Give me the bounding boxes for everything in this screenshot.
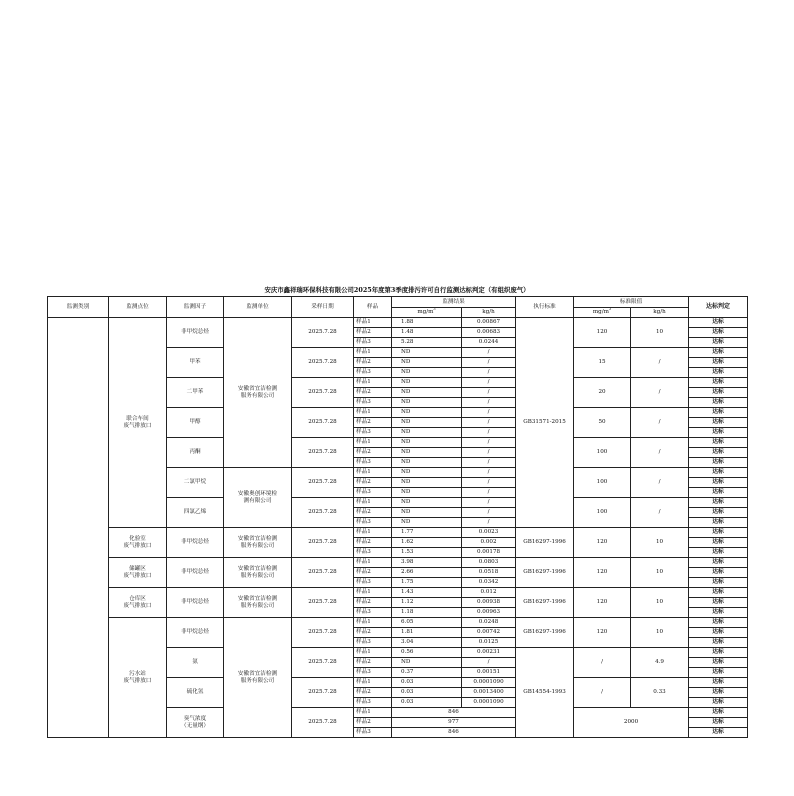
result-conc-cell: 0.03 [392, 688, 462, 698]
verdict-cell: 达标 [689, 398, 748, 408]
verdict-cell: 达标 [689, 408, 748, 418]
header-unit: 监测单位 [224, 297, 292, 318]
table-body [48, 318, 748, 738]
limit-rate-cell: 10 [631, 528, 689, 558]
sample-cell: 样品1 [354, 438, 392, 448]
verdict-cell: 达标 [689, 718, 748, 728]
sample-cell: 样品2 [354, 628, 392, 638]
verdict-cell: 达标 [689, 728, 748, 738]
result-rate-cell: 0.00938 [462, 598, 516, 608]
limit-conc-cell: 20 [574, 378, 631, 408]
result-rate-cell: / [462, 438, 516, 448]
result-rate-cell: / [462, 418, 516, 428]
limit-conc-cell: 120 [574, 318, 631, 348]
verdict-cell: 达标 [689, 698, 748, 708]
unit-cell: 安徽省宜洁检测 服务有限公司 [224, 558, 292, 588]
verdict-cell: 达标 [689, 648, 748, 658]
result-rate-cell: / [462, 368, 516, 378]
result-conc-cell: 5.28 [392, 338, 462, 348]
verdict-cell: 达标 [689, 618, 748, 628]
date-cell: 2025.7.28 [292, 678, 354, 708]
result-conc-cell: ND [392, 368, 462, 378]
verdict-cell: 达标 [689, 558, 748, 568]
result-rate-cell: 0.0518 [462, 568, 516, 578]
result-conc-cell: ND [392, 488, 462, 498]
result-conc-cell: ND [392, 388, 462, 398]
result-value-cell: 846 [392, 708, 516, 718]
verdict-cell: 达标 [689, 328, 748, 338]
sample-cell: 样品1 [354, 378, 392, 388]
result-rate-cell: 0.012 [462, 588, 516, 598]
document-title: 安庆市鑫祥瑞环保科技有限公司2025年度第3季度排污许可自行监测达标判定（有组织废气） [264, 286, 530, 294]
factor-cell: 非甲烷总烃 [167, 558, 224, 588]
limit-rate-cell: 10 [631, 558, 689, 588]
sample-cell: 样品3 [354, 608, 392, 618]
sample-cell: 样品3 [354, 368, 392, 378]
verdict-cell: 达标 [689, 688, 748, 698]
factor-cell: 丙酮 [167, 438, 224, 468]
verdict-cell: 达标 [689, 678, 748, 688]
sample-cell: 样品2 [354, 538, 392, 548]
verdict-cell: 达标 [689, 418, 748, 428]
sample-cell: 样品2 [354, 388, 392, 398]
verdict-cell: 达标 [689, 458, 748, 468]
sample-cell: 样品3 [354, 578, 392, 588]
unit-cell: 安徽奥创环境检 测有限公司 [224, 468, 292, 528]
limit-rate-cell: 10 [631, 618, 689, 648]
factor-cell: 二氯甲烷 [167, 468, 224, 498]
header-verdict: 达标判定 [689, 297, 748, 318]
result-rate-cell: / [462, 498, 516, 508]
factor-cell: 臭气浓度 （无量纲） [167, 708, 224, 738]
date-cell: 2025.7.28 [292, 348, 354, 378]
result-conc-cell: ND [392, 518, 462, 528]
limit-conc-cell: 120 [574, 528, 631, 558]
result-conc-cell: 3.98 [392, 558, 462, 568]
unit-cell: 安徽省宜洁检测 服务有限公司 [224, 618, 292, 738]
sample-cell: 样品1 [354, 498, 392, 508]
result-conc-cell: 2.66 [392, 568, 462, 578]
date-cell: 2025.7.28 [292, 438, 354, 468]
result-conc-cell: 0.03 [392, 678, 462, 688]
result-conc-cell: 0.56 [392, 648, 462, 658]
limit-conc-cell: 100 [574, 498, 631, 528]
result-rate-cell: / [462, 488, 516, 498]
result-conc-cell: ND [392, 418, 462, 428]
result-conc-cell: 1.53 [392, 548, 462, 558]
result-rate-cell: 0.00963 [462, 608, 516, 618]
result-rate-cell: / [462, 478, 516, 488]
result-rate-cell: / [462, 398, 516, 408]
header-date: 采样日期 [292, 297, 354, 318]
header-standard: 执行标准 [516, 297, 574, 318]
sample-cell: 样品1 [354, 318, 392, 328]
verdict-cell: 达标 [689, 338, 748, 348]
result-conc-cell: ND [392, 428, 462, 438]
header-sample: 样品 [354, 297, 392, 318]
sample-cell: 样品2 [354, 718, 392, 728]
sample-cell: 样品2 [354, 418, 392, 428]
verdict-cell: 达标 [689, 598, 748, 608]
result-rate-cell: 0.00178 [462, 548, 516, 558]
sample-cell: 样品3 [354, 698, 392, 708]
header-limit-conc: $mg/m^3$ [574, 307, 631, 318]
sample-cell: 样品1 [354, 588, 392, 598]
result-rate-cell: 0.0803 [462, 558, 516, 568]
verdict-cell: 达标 [689, 638, 748, 648]
verdict-cell: 达标 [689, 358, 748, 368]
date-cell: 2025.7.28 [292, 378, 354, 408]
result-rate-cell: / [462, 468, 516, 478]
factor-cell: 非甲烷总烃 [167, 618, 224, 648]
limit-rate-cell: 10 [631, 588, 689, 618]
header-limit: 标准限值 [574, 297, 689, 308]
result-conc-cell: 3.04 [392, 638, 462, 648]
result-rate-cell: 0.0001090 [462, 698, 516, 708]
result-rate-cell: 0.0001090 [462, 678, 516, 688]
result-value-cell: 846 [392, 728, 516, 738]
standard-cell: GB16297-1996 [516, 558, 574, 588]
sample-cell: 样品1 [354, 678, 392, 688]
result-rate-cell: / [462, 448, 516, 458]
unit-cell: 安徽省宜洁检测 服务有限公司 [224, 318, 292, 468]
result-conc-cell: ND [392, 468, 462, 478]
verdict-cell: 达标 [689, 668, 748, 678]
sample-cell: 样品2 [354, 478, 392, 488]
verdict-cell: 达标 [689, 318, 748, 328]
unit-cell: 安徽省宜洁检测 服务有限公司 [224, 588, 292, 618]
standard-cell: GB16297-1996 [516, 618, 574, 648]
table-row [48, 318, 748, 328]
verdict-cell: 达标 [689, 518, 748, 528]
standard-cell: GB14554-1993 [516, 648, 574, 738]
verdict-cell: 达标 [689, 538, 748, 548]
result-conc-cell: ND [392, 458, 462, 468]
standard-cell: GB16297-1996 [516, 528, 574, 558]
result-conc-cell: ND [392, 508, 462, 518]
limit-rate-cell: / [631, 378, 689, 408]
result-conc-cell: ND [392, 658, 462, 668]
sample-cell: 样品1 [354, 348, 392, 358]
sample-cell: 样品1 [354, 408, 392, 418]
verdict-cell: 达标 [689, 438, 748, 448]
result-conc-cell: 1.48 [392, 328, 462, 338]
sample-cell: 样品3 [354, 458, 392, 468]
sample-cell: 样品1 [354, 648, 392, 658]
verdict-cell: 达标 [689, 478, 748, 488]
result-rate-cell: 0.00231 [462, 648, 516, 658]
sample-cell: 样品1 [354, 528, 392, 538]
result-rate-cell: 0.0013400 [462, 688, 516, 698]
result-conc-cell: 1.77 [392, 528, 462, 538]
result-conc-cell: ND [392, 378, 462, 388]
unit-cell: 安徽省宜洁检测 服务有限公司 [224, 528, 292, 558]
factor-cell: 非甲烷总烃 [167, 528, 224, 558]
verdict-cell: 达标 [689, 568, 748, 578]
date-cell: 2025.7.28 [292, 318, 354, 348]
point-cell: 联合车间 废气排放口 [109, 318, 167, 528]
result-rate-cell: 0.00151 [462, 668, 516, 678]
limit-rate-cell: / [631, 468, 689, 498]
table-row [48, 588, 748, 598]
result-rate-cell: / [462, 388, 516, 398]
result-conc-cell: ND [392, 408, 462, 418]
result-conc-cell: 1.18 [392, 608, 462, 618]
standard-cell: GB31571-2015 [516, 318, 574, 528]
sample-cell: 样品3 [354, 638, 392, 648]
result-rate-cell: 0.00742 [462, 628, 516, 638]
sample-cell: 样品2 [354, 448, 392, 458]
sample-cell: 样品3 [354, 518, 392, 528]
header-factor: 监测因子 [167, 297, 224, 318]
factor-cell: 氨 [167, 648, 224, 678]
result-rate-cell: 0.0023 [462, 528, 516, 538]
date-cell: 2025.7.28 [292, 558, 354, 588]
verdict-cell: 达标 [689, 468, 748, 478]
limit-conc-cell: 50 [574, 408, 631, 438]
header-result: 监测结果 [392, 297, 516, 308]
sample-cell: 样品3 [354, 728, 392, 738]
result-conc-cell: 1.62 [392, 538, 462, 548]
result-rate-cell: / [462, 358, 516, 368]
result-rate-cell: 0.0244 [462, 338, 516, 348]
result-conc-cell: 1.75 [392, 578, 462, 588]
verdict-cell: 达标 [689, 608, 748, 618]
result-rate-cell: 0.00867 [462, 318, 516, 328]
sample-cell: 样品2 [354, 328, 392, 338]
date-cell: 2025.7.28 [292, 528, 354, 558]
result-rate-cell: / [462, 518, 516, 528]
verdict-cell: 达标 [689, 548, 748, 558]
sample-cell: 样品1 [354, 618, 392, 628]
sample-cell: 样品3 [354, 668, 392, 678]
sample-cell: 样品1 [354, 468, 392, 478]
factor-cell: 硫化氢 [167, 678, 224, 708]
sample-cell: 样品3 [354, 398, 392, 408]
result-rate-cell: 0.002 [462, 538, 516, 548]
result-rate-cell: / [462, 458, 516, 468]
date-cell: 2025.7.28 [292, 708, 354, 738]
limit-rate-cell: / [631, 438, 689, 468]
header-result-conc: $mg/m^3$ [392, 307, 462, 318]
sample-cell: 样品1 [354, 558, 392, 568]
sample-cell: 样品2 [354, 508, 392, 518]
result-conc-cell: 6.05 [392, 618, 462, 628]
limit-rate-cell: 4.9 [631, 648, 689, 678]
limit-combined-cell: 2000 [574, 708, 689, 738]
result-conc-cell: 1.12 [392, 598, 462, 608]
verdict-cell: 达标 [689, 388, 748, 398]
verdict-cell: 达标 [689, 628, 748, 638]
verdict-cell: 达标 [689, 378, 748, 388]
result-rate-cell: 0.0125 [462, 638, 516, 648]
factor-cell: 二甲苯 [167, 378, 224, 408]
category-cell [48, 318, 109, 738]
result-rate-cell: / [462, 408, 516, 418]
factor-cell: 甲醇 [167, 408, 224, 438]
limit-conc-cell: 100 [574, 468, 631, 498]
sample-cell: 样品2 [354, 598, 392, 608]
date-cell: 2025.7.28 [292, 468, 354, 498]
verdict-cell: 达标 [689, 528, 748, 538]
limit-rate-cell: 0.33 [631, 678, 689, 708]
factor-cell: 甲苯 [167, 348, 224, 378]
limit-rate-cell: 10 [631, 318, 689, 348]
point-cell: 储罐区 废气排放口 [109, 558, 167, 588]
limit-conc-cell: / [574, 678, 631, 708]
limit-rate-cell: / [631, 498, 689, 528]
result-conc-cell: 1.43 [392, 588, 462, 598]
result-conc-cell: 1.88 [392, 318, 462, 328]
verdict-cell: 达标 [689, 498, 748, 508]
date-cell: 2025.7.28 [292, 588, 354, 618]
result-conc-cell: ND [392, 478, 462, 488]
verdict-cell: 达标 [689, 348, 748, 358]
standard-cell: GB16297-1996 [516, 588, 574, 618]
limit-rate-cell: / [631, 348, 689, 378]
limit-conc-cell: 120 [574, 618, 631, 648]
result-conc-cell: ND [392, 448, 462, 458]
verdict-cell: 达标 [689, 578, 748, 588]
limit-conc-cell: 100 [574, 438, 631, 468]
verdict-cell: 达标 [689, 428, 748, 438]
result-conc-cell: ND [392, 438, 462, 448]
table-row [48, 558, 748, 568]
verdict-cell: 达标 [689, 448, 748, 458]
header-category: 监测类别 [48, 297, 109, 318]
result-rate-cell: 0.0342 [462, 578, 516, 588]
sample-cell: 样品3 [354, 548, 392, 558]
verdict-cell: 达标 [689, 488, 748, 498]
header-point: 监测点位 [109, 297, 167, 318]
factor-cell: 非甲烷总烃 [167, 318, 224, 348]
header-limit-rate: kg/h [631, 307, 689, 318]
table-row [48, 618, 748, 628]
point-cell: 仓库区 废气排放口 [109, 588, 167, 618]
sample-cell: 样品2 [354, 358, 392, 368]
sample-cell: 样品2 [354, 658, 392, 668]
result-rate-cell: / [462, 658, 516, 668]
limit-conc-cell: 15 [574, 348, 631, 378]
sample-cell: 样品2 [354, 568, 392, 578]
result-conc-cell: 0.03 [392, 698, 462, 708]
table-row [48, 528, 748, 538]
result-rate-cell: / [462, 348, 516, 358]
limit-conc-cell: 120 [574, 588, 631, 618]
limit-rate-cell: / [631, 408, 689, 438]
sample-cell: 样品1 [354, 708, 392, 718]
result-conc-cell: ND [392, 398, 462, 408]
result-rate-cell: 0.00683 [462, 328, 516, 338]
verdict-cell: 达标 [689, 508, 748, 518]
date-cell: 2025.7.28 [292, 648, 354, 678]
result-conc-cell: ND [392, 348, 462, 358]
result-conc-cell: 1.81 [392, 628, 462, 638]
result-rate-cell: / [462, 378, 516, 388]
sample-cell: 样品3 [354, 488, 392, 498]
point-cell: 污水站 废气排放口 [109, 618, 167, 738]
header-result-rate: kg/h [462, 307, 516, 318]
sample-cell: 样品3 [354, 338, 392, 348]
limit-conc-cell: / [574, 648, 631, 678]
sample-cell: 样品3 [354, 428, 392, 438]
date-cell: 2025.7.28 [292, 408, 354, 438]
factor-cell: 四氯乙烯 [167, 498, 224, 528]
point-cell: 化验室 废气排放口 [109, 528, 167, 558]
result-conc-cell: ND [392, 358, 462, 368]
verdict-cell: 达标 [689, 708, 748, 718]
monitoring-results-table [47, 296, 748, 738]
result-conc-cell: ND [392, 498, 462, 508]
factor-cell: 非甲烷总烃 [167, 588, 224, 618]
date-cell: 2025.7.28 [292, 618, 354, 648]
result-value-cell: 977 [392, 718, 516, 728]
result-conc-cell: 0.37 [392, 668, 462, 678]
limit-conc-cell: 120 [574, 558, 631, 588]
result-rate-cell: / [462, 508, 516, 518]
sample-cell: 样品2 [354, 688, 392, 698]
verdict-cell: 达标 [689, 368, 748, 378]
result-rate-cell: / [462, 428, 516, 438]
result-rate-cell: 0.0248 [462, 618, 516, 628]
verdict-cell: 达标 [689, 588, 748, 598]
date-cell: 2025.7.28 [292, 498, 354, 528]
verdict-cell: 达标 [689, 658, 748, 668]
